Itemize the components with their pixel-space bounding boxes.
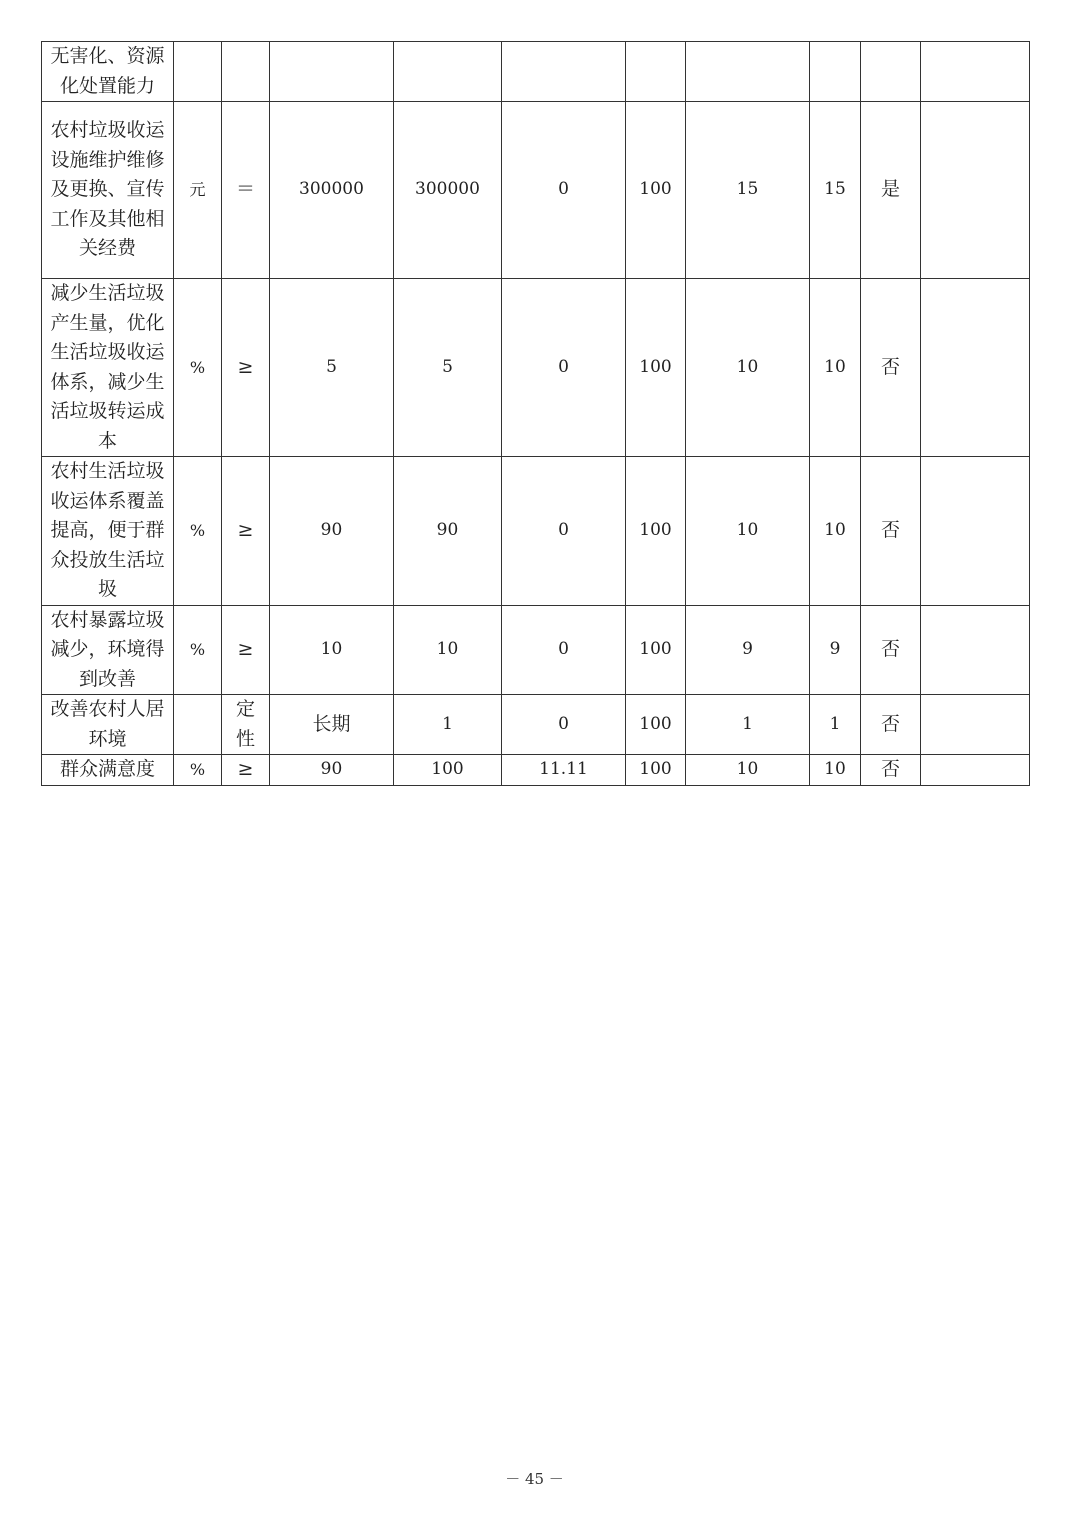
page-number: － 45 － <box>505 1470 564 1488</box>
score-cell: 9 <box>810 605 861 695</box>
indicator-cell: 农村生活垃圾收运体系覆盖提高，便于群众投放生活垃圾 <box>42 457 174 606</box>
target-cell: 长期 <box>270 695 394 755</box>
target-cell <box>270 42 394 102</box>
operator-cell: ≥ <box>222 755 270 786</box>
completion-cell: 100 <box>626 102 686 279</box>
remark-cell <box>921 605 1030 695</box>
actual-cell <box>394 42 502 102</box>
table-row <box>42 457 1030 606</box>
table-row <box>42 605 1030 695</box>
remark-cell <box>921 457 1030 606</box>
deviation-cell: 0 <box>502 279 626 457</box>
unit-cell: % <box>174 279 222 457</box>
weight-cell: 10 <box>686 755 810 786</box>
completion-cell: 100 <box>626 457 686 606</box>
weight-cell: 1 <box>686 695 810 755</box>
unit-cell: 元 <box>174 102 222 279</box>
remark-cell <box>921 695 1030 755</box>
score-cell: 15 <box>810 102 861 279</box>
flag-cell: 否 <box>861 605 921 695</box>
target-cell: 90 <box>270 755 394 786</box>
weight-cell: 9 <box>686 605 810 695</box>
flag-cell <box>861 42 921 102</box>
deviation-cell <box>502 42 626 102</box>
unit-cell <box>174 42 222 102</box>
operator-cell: ≥ <box>222 457 270 606</box>
actual-cell: 100 <box>394 755 502 786</box>
completion-cell: 100 <box>626 695 686 755</box>
weight-cell <box>686 42 810 102</box>
deviation-cell: 11.11 <box>502 755 626 786</box>
actual-cell: 1 <box>394 695 502 755</box>
actual-cell: 10 <box>394 605 502 695</box>
remark-cell <box>921 42 1030 102</box>
weight-cell: 10 <box>686 457 810 606</box>
score-cell: 10 <box>810 457 861 606</box>
indicator-cell: 群众满意度 <box>42 755 174 786</box>
actual-cell: 5 <box>394 279 502 457</box>
indicator-cell: 减少生活垃圾产生量，优化生活垃圾收运体系，减少生活垃圾转运成本 <box>42 279 174 457</box>
indicator-cell: 农村暴露垃圾减少，环境得到改善 <box>42 605 174 695</box>
deviation-cell: 0 <box>502 102 626 279</box>
flag-cell: 否 <box>861 695 921 755</box>
unit-cell: % <box>174 457 222 606</box>
actual-cell: 300000 <box>394 102 502 279</box>
score-cell: 10 <box>810 755 861 786</box>
deviation-cell: 0 <box>502 605 626 695</box>
performance-table <box>41 41 1030 786</box>
flag-cell: 否 <box>861 279 921 457</box>
target-cell: 10 <box>270 605 394 695</box>
indicator-cell: 无害化、资源化处置能力 <box>42 42 174 102</box>
unit-cell: % <box>174 755 222 786</box>
operator-cell: ≥ <box>222 279 270 457</box>
operator-cell: 定性 <box>222 695 270 755</box>
score-cell: 10 <box>810 279 861 457</box>
remark-cell <box>921 279 1030 457</box>
remark-cell <box>921 102 1030 279</box>
operator-cell: ≥ <box>222 605 270 695</box>
target-cell: 5 <box>270 279 394 457</box>
weight-cell: 10 <box>686 279 810 457</box>
operator-cell: ＝ <box>222 102 270 279</box>
operator-cell <box>222 42 270 102</box>
weight-cell: 15 <box>686 102 810 279</box>
table-row <box>42 102 1030 279</box>
indicator-cell: 改善农村人居环境 <box>42 695 174 755</box>
completion-cell: 100 <box>626 605 686 695</box>
unit-cell: % <box>174 605 222 695</box>
completion-cell: 100 <box>626 755 686 786</box>
table-row <box>42 42 1030 102</box>
target-cell: 90 <box>270 457 394 606</box>
score-cell <box>810 42 861 102</box>
deviation-cell: 0 <box>502 457 626 606</box>
completion-cell <box>626 42 686 102</box>
completion-cell: 100 <box>626 279 686 457</box>
flag-cell: 是 <box>861 102 921 279</box>
target-cell: 300000 <box>270 102 394 279</box>
table-row <box>42 279 1030 457</box>
table-row <box>42 695 1030 755</box>
unit-cell <box>174 695 222 755</box>
score-cell: 1 <box>810 695 861 755</box>
actual-cell: 90 <box>394 457 502 606</box>
remark-cell <box>921 755 1030 786</box>
flag-cell: 否 <box>861 755 921 786</box>
indicator-cell: 农村垃圾收运设施维护维修及更换、宣传工作及其他相关经费 <box>42 102 174 279</box>
deviation-cell: 0 <box>502 695 626 755</box>
table-row <box>42 755 1030 786</box>
flag-cell: 否 <box>861 457 921 606</box>
